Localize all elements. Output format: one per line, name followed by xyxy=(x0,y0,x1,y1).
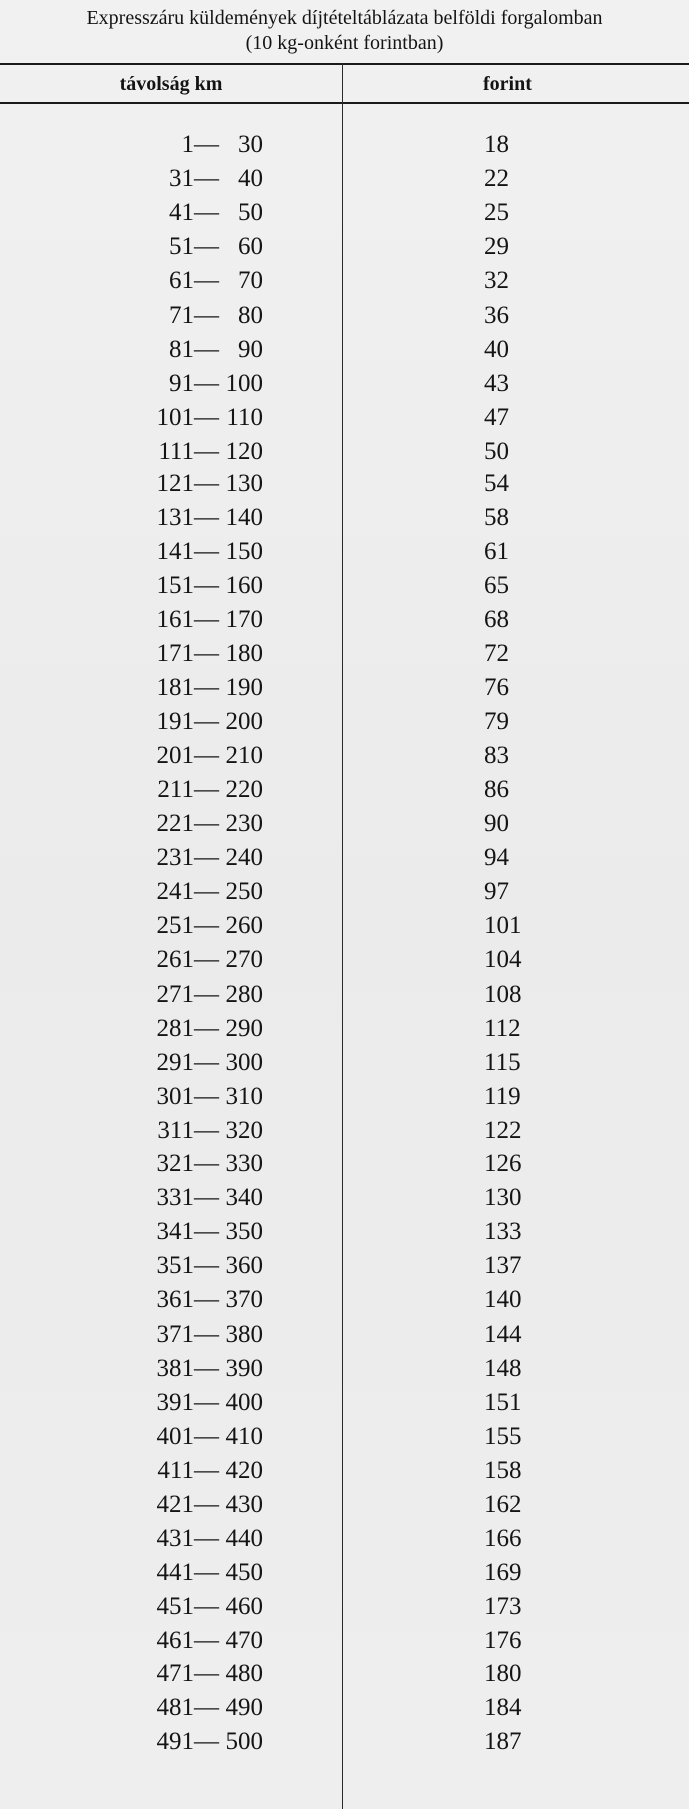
price-cell: 58 xyxy=(484,504,509,531)
table-row xyxy=(0,943,689,977)
table-row xyxy=(0,1181,689,1215)
range-end: 110 xyxy=(226,404,263,431)
distance-range-cell xyxy=(150,1488,350,1522)
range-start: 1 xyxy=(181,131,194,158)
range-start: 181 xyxy=(156,674,194,701)
table-row xyxy=(0,467,689,501)
table-row xyxy=(0,1691,689,1725)
range-dash: — xyxy=(194,438,219,465)
range-start: 281 xyxy=(156,1015,194,1042)
table-row xyxy=(0,841,689,875)
range-dash: — xyxy=(194,1559,219,1586)
distance-range-cell xyxy=(150,367,350,401)
range-start: 251 xyxy=(156,912,194,939)
price-cell: 130 xyxy=(484,1184,522,1211)
range-dash: — xyxy=(194,1694,219,1721)
price-cell: 61 xyxy=(484,538,509,565)
table-row xyxy=(0,264,689,298)
distance-range-cell xyxy=(150,569,350,603)
table-row xyxy=(0,162,689,196)
distance-range-cell xyxy=(150,1522,350,1556)
range-dash: — xyxy=(194,606,219,633)
distance-range-cell xyxy=(150,1181,350,1215)
range-end: 300 xyxy=(225,1049,263,1076)
range-dash: — xyxy=(194,1525,219,1552)
distance-range-cell xyxy=(150,978,350,1012)
price-cell: 29 xyxy=(484,233,509,260)
distance-range-cell xyxy=(150,333,350,367)
price-cell: 148 xyxy=(484,1355,522,1382)
range-start: 131 xyxy=(156,504,194,531)
distance-range-cell xyxy=(150,705,350,739)
distance-range-cell xyxy=(150,1352,350,1386)
price-cell: 155 xyxy=(484,1423,522,1450)
range-start: 41 xyxy=(169,199,194,226)
table-row xyxy=(0,1420,689,1454)
range-end: 360 xyxy=(225,1252,263,1279)
range-start: 221 xyxy=(156,810,194,837)
price-cell: 22 xyxy=(484,165,509,192)
table-row xyxy=(0,367,689,401)
price-cell: 25 xyxy=(484,199,509,226)
range-end: 140 xyxy=(225,504,263,531)
range-dash: — xyxy=(194,1083,219,1110)
price-cell: 108 xyxy=(484,981,522,1008)
price-cell: 94 xyxy=(484,844,509,871)
range-start: 421 xyxy=(156,1491,194,1518)
range-start: 351 xyxy=(156,1252,194,1279)
table-row xyxy=(0,909,689,943)
range-dash: — xyxy=(194,1150,219,1177)
table-row xyxy=(0,569,689,603)
range-dash: — xyxy=(194,946,219,973)
range-dash: — xyxy=(194,1593,219,1620)
range-start: 461 xyxy=(156,1627,194,1654)
range-start: 381 xyxy=(156,1355,194,1382)
table-title: Expresszáru küldemények díjtételtáblázata belföldi forgalomban xyxy=(86,7,603,29)
price-cell: 140 xyxy=(484,1286,522,1313)
range-dash: — xyxy=(194,776,219,803)
range-start: 151 xyxy=(156,572,194,599)
table-row xyxy=(0,603,689,637)
price-cell: 97 xyxy=(484,878,509,905)
range-end: 60 xyxy=(238,233,263,260)
distance-range-cell xyxy=(150,1046,350,1080)
distance-range-cell xyxy=(150,1215,350,1249)
range-dash: — xyxy=(194,912,219,939)
price-cell: 144 xyxy=(484,1321,522,1348)
price-cell: 115 xyxy=(484,1049,521,1076)
range-dash: — xyxy=(194,1660,219,1687)
range-end: 340 xyxy=(225,1184,263,1211)
table-header-rule xyxy=(0,102,689,104)
table-subtitle: (10 kg-onként forintban) xyxy=(245,32,444,54)
range-end: 90 xyxy=(238,336,263,363)
column-header-distance: távolság km xyxy=(119,73,223,95)
table-row xyxy=(0,1249,689,1283)
range-end: 390 xyxy=(225,1355,263,1382)
range-start: 431 xyxy=(156,1525,194,1552)
range-dash: — xyxy=(194,674,219,701)
range-end: 130 xyxy=(225,470,263,497)
table-row xyxy=(0,1215,689,1249)
table-row xyxy=(0,705,689,739)
range-end: 240 xyxy=(225,844,263,871)
distance-range-cell xyxy=(150,128,350,162)
table-row xyxy=(0,1590,689,1624)
distance-range-cell xyxy=(150,773,350,807)
range-dash: — xyxy=(194,981,219,1008)
table-row xyxy=(0,739,689,773)
range-dash: — xyxy=(194,470,219,497)
range-dash: — xyxy=(194,708,219,735)
range-start: 111 xyxy=(158,438,194,465)
range-start: 451 xyxy=(156,1593,194,1620)
range-end: 310 xyxy=(225,1083,263,1110)
table-caption xyxy=(0,6,689,56)
price-cell: 126 xyxy=(484,1150,522,1177)
table-row xyxy=(0,773,689,807)
distance-range-cell xyxy=(150,1420,350,1454)
table-row xyxy=(0,1352,689,1386)
table-row xyxy=(0,1488,689,1522)
distance-range-cell xyxy=(150,841,350,875)
range-dash: — xyxy=(194,1423,219,1450)
price-cell: 122 xyxy=(484,1117,522,1144)
range-dash: — xyxy=(194,844,219,871)
range-start: 51 xyxy=(169,233,194,260)
price-cell: 166 xyxy=(484,1525,522,1552)
distance-range-cell xyxy=(150,1590,350,1624)
range-end: 120 xyxy=(225,438,263,465)
distance-range-cell xyxy=(150,1454,350,1488)
range-dash: — xyxy=(194,302,219,329)
range-end: 180 xyxy=(225,640,263,667)
range-end: 500 xyxy=(225,1728,263,1755)
table-row xyxy=(0,1386,689,1420)
price-cell: 187 xyxy=(484,1728,522,1755)
distance-range-cell xyxy=(150,637,350,671)
price-cell: 112 xyxy=(484,1015,521,1042)
range-start: 121 xyxy=(156,470,194,497)
range-dash: — xyxy=(194,810,219,837)
distance-range-cell xyxy=(150,807,350,841)
range-start: 301 xyxy=(156,1083,194,1110)
range-start: 311 xyxy=(157,1117,194,1144)
distance-range-cell xyxy=(150,401,350,435)
range-start: 491 xyxy=(156,1728,194,1755)
price-cell: 72 xyxy=(484,640,509,667)
range-start: 261 xyxy=(156,946,194,973)
range-end: 440 xyxy=(225,1525,263,1552)
range-dash: — xyxy=(194,538,219,565)
range-end: 80 xyxy=(238,302,263,329)
range-end: 450 xyxy=(225,1559,263,1586)
range-dash: — xyxy=(194,640,219,667)
range-start: 101 xyxy=(156,404,194,431)
price-cell: 119 xyxy=(484,1083,521,1110)
table-row xyxy=(0,1147,689,1181)
range-start: 271 xyxy=(156,981,194,1008)
range-end: 70 xyxy=(238,267,263,294)
table-row xyxy=(0,1318,689,1352)
price-cell: 79 xyxy=(484,708,509,735)
range-dash: — xyxy=(194,878,219,905)
range-end: 410 xyxy=(225,1423,263,1450)
range-end: 330 xyxy=(225,1150,263,1177)
range-start: 371 xyxy=(156,1321,194,1348)
range-dash: — xyxy=(194,1184,219,1211)
table-row xyxy=(0,978,689,1012)
range-start: 71 xyxy=(169,302,194,329)
range-start: 481 xyxy=(156,1694,194,1721)
price-cell: 47 xyxy=(484,404,509,431)
range-end: 260 xyxy=(225,912,263,939)
range-start: 161 xyxy=(156,606,194,633)
range-dash: — xyxy=(194,1117,219,1144)
distance-range-cell xyxy=(150,1114,350,1148)
range-dash: — xyxy=(194,131,219,158)
price-cell: 104 xyxy=(484,946,522,973)
range-end: 100 xyxy=(225,370,263,397)
price-cell: 76 xyxy=(484,674,509,701)
range-dash: — xyxy=(194,1321,219,1348)
range-end: 200 xyxy=(225,708,263,735)
range-end: 150 xyxy=(225,538,263,565)
range-end: 420 xyxy=(225,1457,263,1484)
range-dash: — xyxy=(194,267,219,294)
distance-range-cell xyxy=(150,299,350,333)
range-start: 331 xyxy=(156,1184,194,1211)
distance-range-cell xyxy=(150,909,350,943)
price-cell: 32 xyxy=(484,267,509,294)
price-cell: 54 xyxy=(484,470,509,497)
price-cell: 40 xyxy=(484,336,509,363)
range-dash: — xyxy=(194,165,219,192)
range-start: 321 xyxy=(156,1150,194,1177)
range-start: 211 xyxy=(157,776,194,803)
range-end: 480 xyxy=(225,1660,263,1687)
range-dash: — xyxy=(194,1049,219,1076)
range-dash: — xyxy=(194,1627,219,1654)
price-cell: 180 xyxy=(484,1660,522,1687)
range-end: 490 xyxy=(225,1694,263,1721)
range-start: 391 xyxy=(156,1389,194,1416)
range-dash: — xyxy=(194,1389,219,1416)
distance-range-cell xyxy=(150,535,350,569)
distance-range-cell xyxy=(150,264,350,298)
range-dash: — xyxy=(194,504,219,531)
price-cell: 86 xyxy=(484,776,509,803)
range-dash: — xyxy=(194,1491,219,1518)
column-header-price: forint xyxy=(483,73,532,95)
range-start: 341 xyxy=(156,1218,194,1245)
price-cell: 184 xyxy=(484,1694,522,1721)
price-cell: 162 xyxy=(484,1491,522,1518)
distance-range-cell xyxy=(150,230,350,264)
price-cell: 68 xyxy=(484,606,509,633)
price-cell: 151 xyxy=(484,1389,522,1416)
range-end: 210 xyxy=(225,742,263,769)
table-row xyxy=(0,1556,689,1590)
table-row xyxy=(0,1624,689,1658)
range-end: 370 xyxy=(225,1286,263,1313)
range-end: 230 xyxy=(225,810,263,837)
distance-range-cell xyxy=(150,1725,350,1759)
range-dash: — xyxy=(194,233,219,260)
range-end: 30 xyxy=(238,131,263,158)
table-row xyxy=(0,637,689,671)
range-start: 201 xyxy=(156,742,194,769)
table-row xyxy=(0,1046,689,1080)
range-end: 380 xyxy=(225,1321,263,1348)
distance-range-cell xyxy=(150,435,350,469)
range-start: 411 xyxy=(157,1457,194,1484)
range-start: 141 xyxy=(156,538,194,565)
distance-range-cell xyxy=(150,196,350,230)
range-end: 460 xyxy=(225,1593,263,1620)
range-dash: — xyxy=(194,572,219,599)
distance-range-cell xyxy=(150,501,350,535)
range-dash: — xyxy=(194,1355,219,1382)
distance-range-cell xyxy=(150,1624,350,1658)
price-cell: 36 xyxy=(484,302,509,329)
table-row xyxy=(0,1657,689,1691)
distance-range-cell xyxy=(150,1249,350,1283)
distance-range-cell xyxy=(150,1283,350,1317)
range-start: 91 xyxy=(169,370,194,397)
distance-range-cell xyxy=(150,1012,350,1046)
range-end: 470 xyxy=(225,1627,263,1654)
table-row xyxy=(0,671,689,705)
distance-range-cell xyxy=(150,1147,350,1181)
distance-range-cell xyxy=(150,739,350,773)
price-cell: 18 xyxy=(484,131,509,158)
range-end: 290 xyxy=(225,1015,263,1042)
price-cell: 173 xyxy=(484,1593,522,1620)
price-cell: 101 xyxy=(484,912,522,939)
table-row xyxy=(0,1454,689,1488)
price-cell: 90 xyxy=(484,810,509,837)
range-dash: — xyxy=(194,1252,219,1279)
range-dash: — xyxy=(194,1457,219,1484)
range-dash: — xyxy=(194,1015,219,1042)
range-dash: — xyxy=(194,1218,219,1245)
range-dash: — xyxy=(194,404,219,431)
distance-range-cell xyxy=(150,1657,350,1691)
price-cell: 43 xyxy=(484,370,509,397)
table-row xyxy=(0,875,689,909)
table-top-rule xyxy=(0,63,689,65)
range-end: 50 xyxy=(238,199,263,226)
table-row xyxy=(0,196,689,230)
range-start: 81 xyxy=(169,336,194,363)
range-dash: — xyxy=(194,336,219,363)
range-start: 291 xyxy=(156,1049,194,1076)
range-end: 400 xyxy=(225,1389,263,1416)
range-end: 350 xyxy=(225,1218,263,1245)
distance-range-cell xyxy=(150,603,350,637)
table-row xyxy=(0,401,689,435)
range-end: 220 xyxy=(225,776,263,803)
price-cell: 158 xyxy=(484,1457,522,1484)
range-dash: — xyxy=(194,1728,219,1755)
distance-range-cell xyxy=(150,943,350,977)
range-start: 401 xyxy=(156,1423,194,1450)
price-cell: 169 xyxy=(484,1559,522,1586)
distance-range-cell xyxy=(150,671,350,705)
range-end: 40 xyxy=(238,165,263,192)
range-dash: — xyxy=(194,199,219,226)
table-row xyxy=(0,1114,689,1148)
table-row xyxy=(0,1725,689,1759)
table-row xyxy=(0,230,689,264)
distance-range-cell xyxy=(150,1556,350,1590)
distance-range-cell xyxy=(150,1318,350,1352)
range-end: 250 xyxy=(225,878,263,905)
range-end: 270 xyxy=(225,946,263,973)
range-start: 31 xyxy=(169,165,194,192)
table-row xyxy=(0,435,689,469)
distance-range-cell xyxy=(150,1080,350,1114)
range-start: 61 xyxy=(169,267,194,294)
range-start: 231 xyxy=(156,844,194,871)
table-row xyxy=(0,299,689,333)
range-start: 191 xyxy=(156,708,194,735)
range-end: 430 xyxy=(225,1491,263,1518)
price-cell: 65 xyxy=(484,572,509,599)
table-row xyxy=(0,501,689,535)
distance-range-cell xyxy=(150,1691,350,1725)
range-end: 160 xyxy=(225,572,263,599)
range-dash: — xyxy=(194,742,219,769)
price-cell: 176 xyxy=(484,1627,522,1654)
distance-range-cell xyxy=(150,1386,350,1420)
range-start: 171 xyxy=(156,640,194,667)
price-cell: 83 xyxy=(484,742,509,769)
table-row xyxy=(0,807,689,841)
distance-range-cell xyxy=(150,467,350,501)
table-row xyxy=(0,1283,689,1317)
table-row xyxy=(0,1522,689,1556)
range-dash: — xyxy=(194,1286,219,1313)
range-start: 441 xyxy=(156,1559,194,1586)
range-start: 361 xyxy=(156,1286,194,1313)
range-end: 190 xyxy=(225,674,263,701)
price-cell: 133 xyxy=(484,1218,522,1245)
range-start: 241 xyxy=(156,878,194,905)
table-row xyxy=(0,1080,689,1114)
table-row xyxy=(0,1012,689,1046)
range-end: 320 xyxy=(225,1117,263,1144)
price-cell: 137 xyxy=(484,1252,522,1279)
table-row xyxy=(0,535,689,569)
range-dash: — xyxy=(194,370,219,397)
range-end: 280 xyxy=(225,981,263,1008)
price-cell: 50 xyxy=(484,438,509,465)
table-row xyxy=(0,128,689,162)
range-end: 170 xyxy=(225,606,263,633)
range-start: 471 xyxy=(156,1660,194,1687)
table-row xyxy=(0,333,689,367)
distance-range-cell xyxy=(150,875,350,909)
distance-range-cell xyxy=(150,162,350,196)
